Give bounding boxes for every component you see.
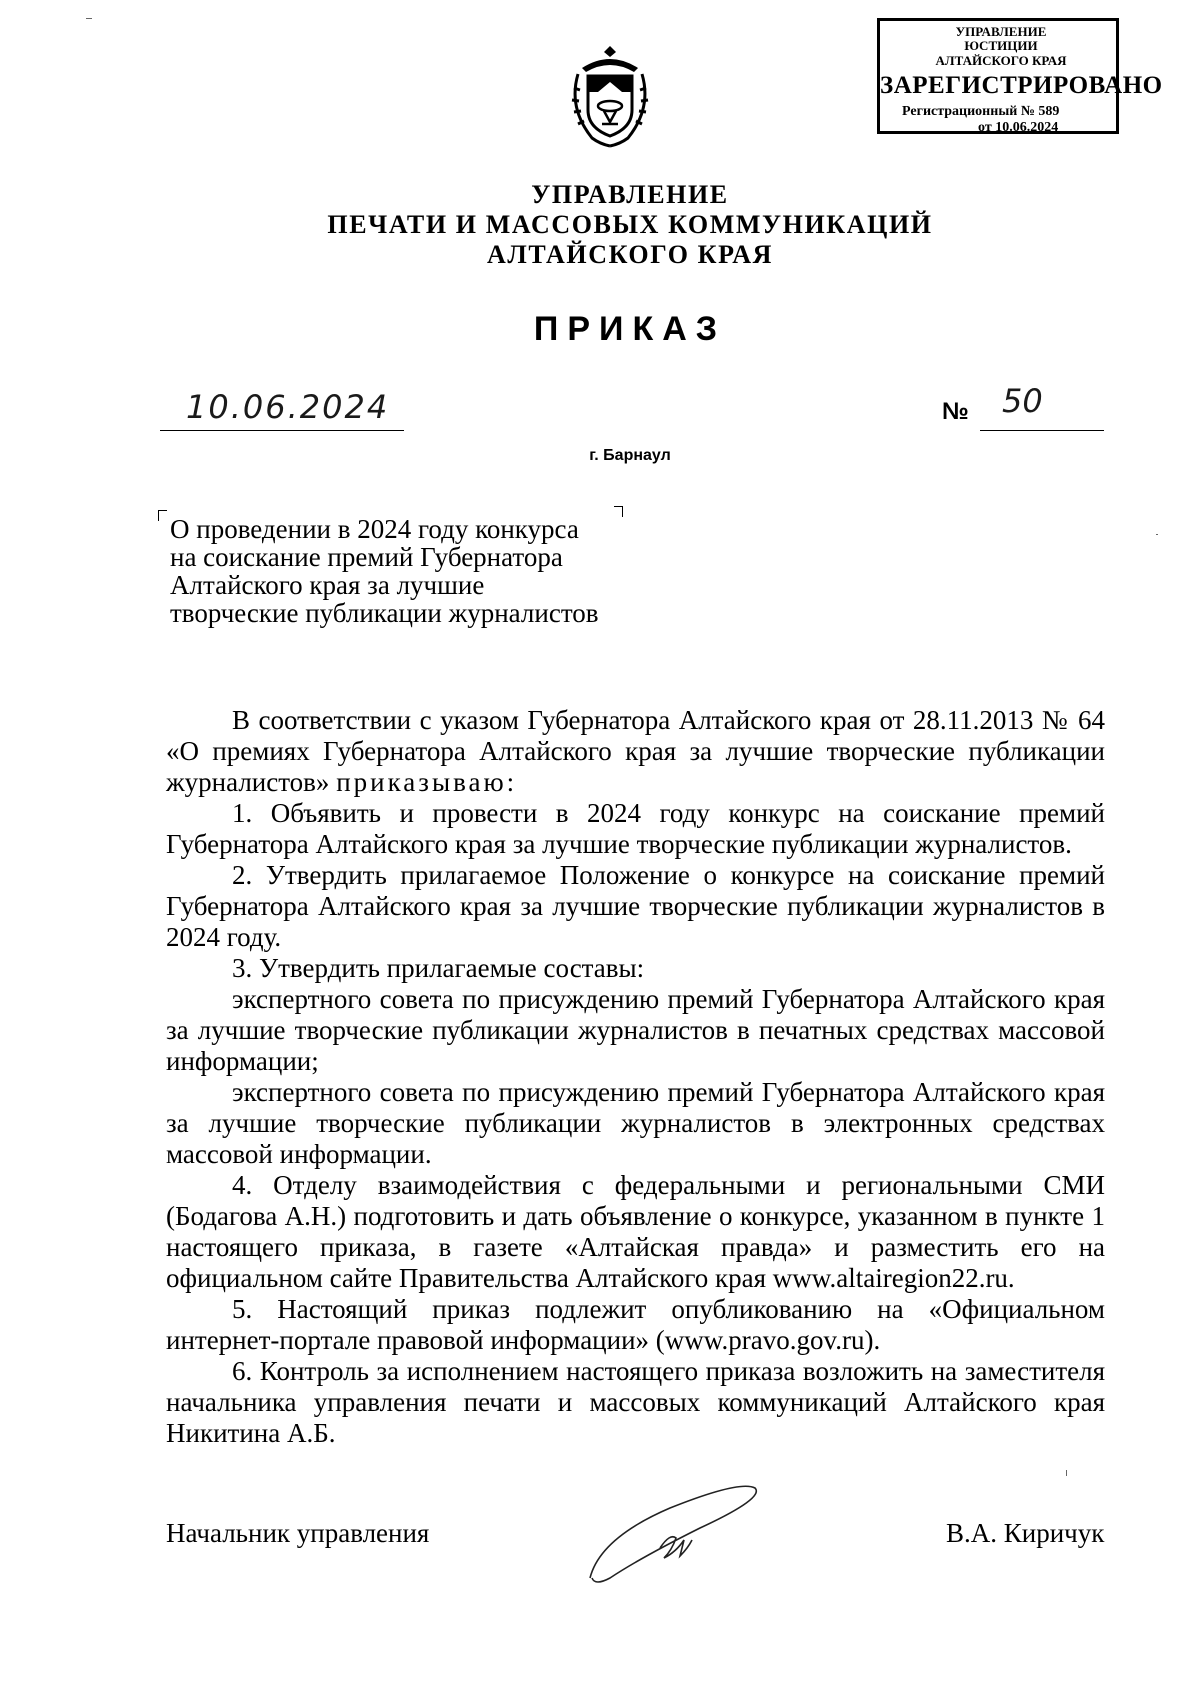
- clause-1: 1. Объявить и провести в 2024 году конкурс на соискание премий Губернатора Алтайского края за лучшие творческие публикации журналистов.: [166, 798, 1105, 859]
- stamp-org: УПРАВЛЕНИЕ ЮСТИЦИИ АЛТАЙСКОГО КРАЯ: [935, 24, 1067, 68]
- clause-3-item-b: экспертного совета по присуждению премий Губернатора Алтайского края за лучшие творческие публикации журналистов в электронных средствах массовой информации.: [166, 1077, 1105, 1169]
- org-name-line-3: АЛТАЙСКОГО КРАЯ: [487, 240, 773, 269]
- document-date: 10.06.2024: [186, 388, 390, 426]
- stamp-reg-number: Регистрационный № 589: [902, 104, 1060, 120]
- scan-mark: [86, 18, 92, 19]
- clause-3: 3. Утвердить прилагаемые составы:: [232, 953, 645, 983]
- date-underline: [160, 430, 404, 431]
- handwritten-signature: [580, 1478, 770, 1588]
- stamp-status: ЗАРЕГИСТРИРОВАНО: [880, 71, 1163, 99]
- org-name-line-2: ПЕЧАТИ И МАССОВЫХ КОММУНИКАЦИЙ: [327, 210, 933, 239]
- clause-5: 5. Настоящий приказ подлежит опубликованию на «Официальном интернет-портале правовой информации» (www.pravo.gov.ru).: [166, 1294, 1105, 1355]
- intro-text: В соответствии с указом Губернатора Алтайского края от 28.11.2013 № 64 «О премиях Губернатора Алтайского края за лучшие творческие публикации журналистов»: [166, 705, 1105, 797]
- number-label: №: [942, 398, 969, 425]
- registration-stamp: [877, 18, 1163, 135]
- document-subject: О проведении в 2024 году конкурса на соискание премий Губернатора Алтайского края за лучшие творческие публикации журналистов: [170, 514, 599, 628]
- clause-2: 2. Утвердить прилагаемое Положение о конкурсе на соискание премий Губернатора Алтайского края за лучшие творческие публикации журналистов в 2024 году.: [166, 860, 1105, 952]
- clause-4: 4. Отделу взаимодействия с федеральными и региональными СМИ (Бодагова А.Н.) подготовить и дать объявление о конкурсе, указанном в пункте 1 настоящего приказа, в газете «Алтайская правда» и разместить его на официальном сайте Правительства Алтайского края www.altairegion22.ru.: [166, 1170, 1105, 1293]
- document-body: [166, 705, 1105, 1449]
- signatory-position: Начальник управления: [166, 1518, 430, 1548]
- city: г. Барнаул: [589, 447, 671, 464]
- scan-mark: [1156, 534, 1158, 535]
- clause-3-item-a: экспертного совета по присуждению премий Губернатора Алтайского края за лучшие творческие публикации журналистов в печатных средствах массовой информации;: [166, 984, 1105, 1076]
- document-number: 50: [1002, 382, 1043, 420]
- subject-corner-left: [158, 510, 167, 521]
- stamp-reg-date: от 10.06.2024: [978, 119, 1059, 135]
- scan-mark: [1066, 1470, 1067, 1476]
- order-word: приказываю:: [336, 767, 518, 797]
- body-intro: [166, 705, 1105, 798]
- subject-corner-right: [614, 506, 623, 517]
- number-underline: [980, 430, 1104, 431]
- clause-6: 6. Контроль за исполнением настоящего приказа возложить на заместителя начальника управления печати и массовых коммуникаций Алтайского края Никитина А.Б.: [166, 1356, 1105, 1448]
- coat-of-arms-emblem: [560, 38, 660, 150]
- document-type: ПРИКАЗ: [533, 310, 727, 348]
- org-name-line-1: УПРАВЛЕНИЕ: [531, 180, 729, 209]
- signatory-name: В.А. Киричук: [946, 1518, 1105, 1548]
